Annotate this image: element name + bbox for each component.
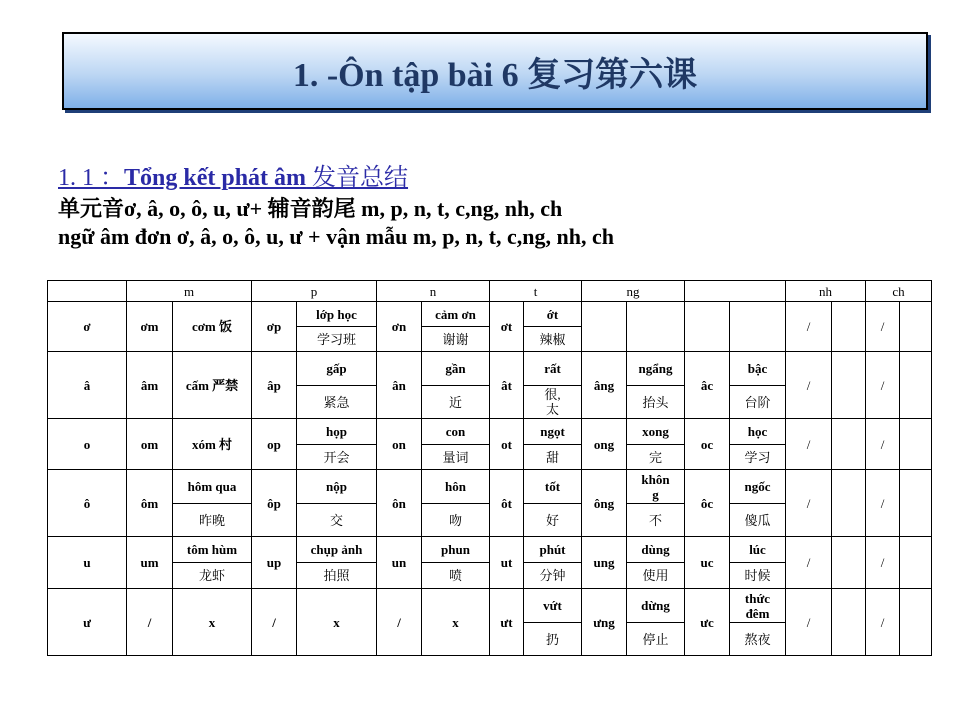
- example-ng-vi: dừng: [627, 589, 685, 623]
- empty-cell: [900, 470, 932, 537]
- example-p-vi: chụp ảnh: [297, 537, 377, 563]
- rhyme-c-cell: âc: [685, 352, 730, 419]
- rhyme-p-cell: ôp: [252, 470, 297, 537]
- rhyme-m-cell: âm: [127, 352, 173, 419]
- example-n-vi: gần: [422, 352, 490, 386]
- rhyme-ch-cell: /: [866, 419, 900, 470]
- example-ng-vi: dùng: [627, 537, 685, 563]
- summary-line-vi: ngữ âm đơn ơ, â, o, ô, u, ư + vận mẫu m, p, n, t, c,ng, nh, ch: [58, 224, 614, 249]
- rhyme-p-cell: ơp: [252, 302, 297, 352]
- example-t-zh: 辣椒: [524, 327, 582, 352]
- table-row: [48, 589, 932, 623]
- rhyme-n-cell: on: [377, 419, 422, 470]
- rhyme-nh-cell: /: [786, 302, 832, 352]
- rhyme-t-cell: ôt: [490, 470, 524, 537]
- example-t-zh: 扔: [524, 623, 582, 656]
- example-ng-vi: khôn g: [627, 470, 685, 504]
- example-c-vi: ngốc: [730, 470, 786, 504]
- example-p-vi: nộp: [297, 470, 377, 504]
- rhyme-ng-cell: ông: [582, 470, 627, 537]
- empty-cell: [832, 470, 866, 537]
- rhyme-n-cell: ôn: [377, 470, 422, 537]
- section-number: 1. 1 ：: [58, 165, 124, 191]
- rhyme-n-cell: /: [377, 589, 422, 656]
- example-p-vi: gấp: [297, 352, 377, 386]
- empty-cell: [900, 537, 932, 589]
- vowel-cell: u: [48, 537, 127, 589]
- example-m-vi: x: [173, 589, 252, 656]
- example-c-zh: 学习: [730, 445, 786, 470]
- example-c-vi: bậc: [730, 352, 786, 386]
- example-t-zh: 甜: [524, 445, 582, 470]
- empty-cell: [832, 589, 866, 656]
- page-title: 1. -Ôn tập bài 6 复习第六课: [292, 56, 698, 94]
- empty-cell: [900, 589, 932, 656]
- rhyme-ch-cell: /: [866, 589, 900, 656]
- table-row: [48, 419, 932, 445]
- rhyme-nh-cell: /: [786, 589, 832, 656]
- example-m-vi: cơm 饭: [173, 302, 252, 352]
- empty-cell: [900, 302, 932, 352]
- title-banner: [62, 32, 928, 110]
- table-header-row: [48, 281, 932, 302]
- rhyme-nh-cell: /: [786, 537, 832, 589]
- rhyme-nh-cell: /: [786, 352, 832, 419]
- header-m: m: [127, 281, 252, 302]
- example-t-vi: vứt: [524, 589, 582, 623]
- example-p-vi: x: [297, 589, 377, 656]
- example-t-vi: ớt: [524, 302, 582, 327]
- rhyme-m-cell: /: [127, 589, 173, 656]
- example-c-zh: 台阶: [730, 386, 786, 419]
- rhyme-p-cell: /: [252, 589, 297, 656]
- example-p-zh: 紧急: [297, 386, 377, 419]
- vowel-cell: ô: [48, 470, 127, 537]
- example-t-vi: ngọt: [524, 419, 582, 445]
- empty-cell: [900, 352, 932, 419]
- rhyme-m-cell: om: [127, 419, 173, 470]
- example-ng-zh: 不: [627, 504, 685, 537]
- example-ng-zh: 抬头: [627, 386, 685, 419]
- example-p-vi: họp: [297, 419, 377, 445]
- section-title-zh: 发音总结: [306, 165, 409, 191]
- table-row: [48, 537, 932, 563]
- rhyme-t-cell: ât: [490, 352, 524, 419]
- empty-cell: [832, 352, 866, 419]
- rhyme-n-cell: ân: [377, 352, 422, 419]
- example-c-vi: lúc: [730, 537, 786, 563]
- section-heading: [58, 157, 408, 192]
- rhyme-ch-cell: /: [866, 302, 900, 352]
- table-row: [48, 470, 932, 504]
- example-p-zh: 交: [297, 504, 377, 537]
- example-ng-vi: xong: [627, 419, 685, 445]
- header-empty: [685, 281, 786, 302]
- rhyme-c-cell: ưc: [685, 589, 730, 656]
- example-n-vi: phun: [422, 537, 490, 563]
- example-ng-zh: 停止: [627, 623, 685, 656]
- rhyme-n-cell: ơn: [377, 302, 422, 352]
- rhyme-ng-cell: âng: [582, 352, 627, 419]
- vowel-cell: â: [48, 352, 127, 419]
- rhyme-t-cell: ơt: [490, 302, 524, 352]
- example-t-zh: 很, 太: [524, 386, 582, 419]
- rhyme-t-cell: ot: [490, 419, 524, 470]
- example-n-zh: 量词: [422, 445, 490, 470]
- example-c-vi: [730, 302, 786, 352]
- example-p-vi: lớp học: [297, 302, 377, 327]
- example-n-vi: x: [422, 589, 490, 656]
- example-c-zh: 熬夜: [730, 623, 786, 656]
- phonetics-table: [47, 280, 932, 656]
- rhyme-ng-cell: ong: [582, 419, 627, 470]
- header-ch: ch: [866, 281, 932, 302]
- rhyme-p-cell: up: [252, 537, 297, 589]
- example-n-zh: 谢谢: [422, 327, 490, 352]
- header-nh: nh: [786, 281, 866, 302]
- rhyme-nh-cell: /: [786, 419, 832, 470]
- rhyme-c-cell: oc: [685, 419, 730, 470]
- vowel-cell: ư: [48, 589, 127, 656]
- rhyme-ch-cell: /: [866, 537, 900, 589]
- example-c-zh: 时候: [730, 563, 786, 589]
- rhyme-t-cell: ưt: [490, 589, 524, 656]
- rhyme-c-cell: ôc: [685, 470, 730, 537]
- rhyme-nh-cell: /: [786, 470, 832, 537]
- rhyme-ng-cell: ưng: [582, 589, 627, 656]
- rhyme-ch-cell: /: [866, 352, 900, 419]
- example-ng-zh: 完: [627, 445, 685, 470]
- example-t-vi: phút: [524, 537, 582, 563]
- rhyme-c-cell: [685, 302, 730, 352]
- section-title-vi: Tổng kết phát âm: [124, 165, 307, 191]
- rhyme-n-cell: un: [377, 537, 422, 589]
- rhyme-m-cell: ơm: [127, 302, 173, 352]
- empty-cell: [832, 419, 866, 470]
- vowel-cell: o: [48, 419, 127, 470]
- rhyme-c-cell: uc: [685, 537, 730, 589]
- rhyme-ng-cell: ung: [582, 537, 627, 589]
- example-n-vi: con: [422, 419, 490, 445]
- example-t-vi: rất: [524, 352, 582, 386]
- rhyme-p-cell: âp: [252, 352, 297, 419]
- header-n: n: [377, 281, 490, 302]
- example-ng-zh: 使用: [627, 563, 685, 589]
- table-row: [48, 352, 932, 386]
- rhyme-p-cell: op: [252, 419, 297, 470]
- example-c-vi: học: [730, 419, 786, 445]
- rhyme-m-cell: ôm: [127, 470, 173, 537]
- example-n-zh: 喷: [422, 563, 490, 589]
- header-p: p: [252, 281, 377, 302]
- example-m-zh: 昨晚: [173, 504, 252, 537]
- header-empty: [48, 281, 127, 302]
- example-n-zh: 近: [422, 386, 490, 419]
- table-body: [48, 281, 932, 656]
- empty-cell: [900, 419, 932, 470]
- rhyme-m-cell: um: [127, 537, 173, 589]
- header-ng: ng: [582, 281, 685, 302]
- example-n-vi: hôn: [422, 470, 490, 504]
- empty-cell: [832, 302, 866, 352]
- header-t: t: [490, 281, 582, 302]
- example-c-zh: 傻瓜: [730, 504, 786, 537]
- example-m-vi: hôm qua: [173, 470, 252, 504]
- example-m-zh: 龙虾: [173, 563, 252, 589]
- example-c-vi: thức đêm: [730, 589, 786, 623]
- example-m-vi: xóm 村: [173, 419, 252, 470]
- example-p-zh: 拍照: [297, 563, 377, 589]
- rhyme-ng-cell: [582, 302, 627, 352]
- example-p-zh: 开会: [297, 445, 377, 470]
- example-n-zh: 吻: [422, 504, 490, 537]
- rhyme-t-cell: ut: [490, 537, 524, 589]
- empty-cell: [832, 537, 866, 589]
- example-m-vi: cấm 严禁: [173, 352, 252, 419]
- vowel-cell: ơ: [48, 302, 127, 352]
- example-ng-vi: ngẩng: [627, 352, 685, 386]
- example-t-zh: 好: [524, 504, 582, 537]
- summary-line-zh: 单元音ơ, â, o, ô, u, ư+ 辅音韵尾 m, p, n, t, c,ng, nh, ch: [58, 196, 563, 221]
- example-m-vi: tôm hùm: [173, 537, 252, 563]
- example-p-zh: 学习班: [297, 327, 377, 352]
- example-n-vi: cảm ơn: [422, 302, 490, 327]
- rhyme-ch-cell: /: [866, 470, 900, 537]
- table-row: [48, 302, 932, 327]
- example-t-zh: 分钟: [524, 563, 582, 589]
- example-t-vi: tốt: [524, 470, 582, 504]
- example-ng-vi: [627, 302, 685, 352]
